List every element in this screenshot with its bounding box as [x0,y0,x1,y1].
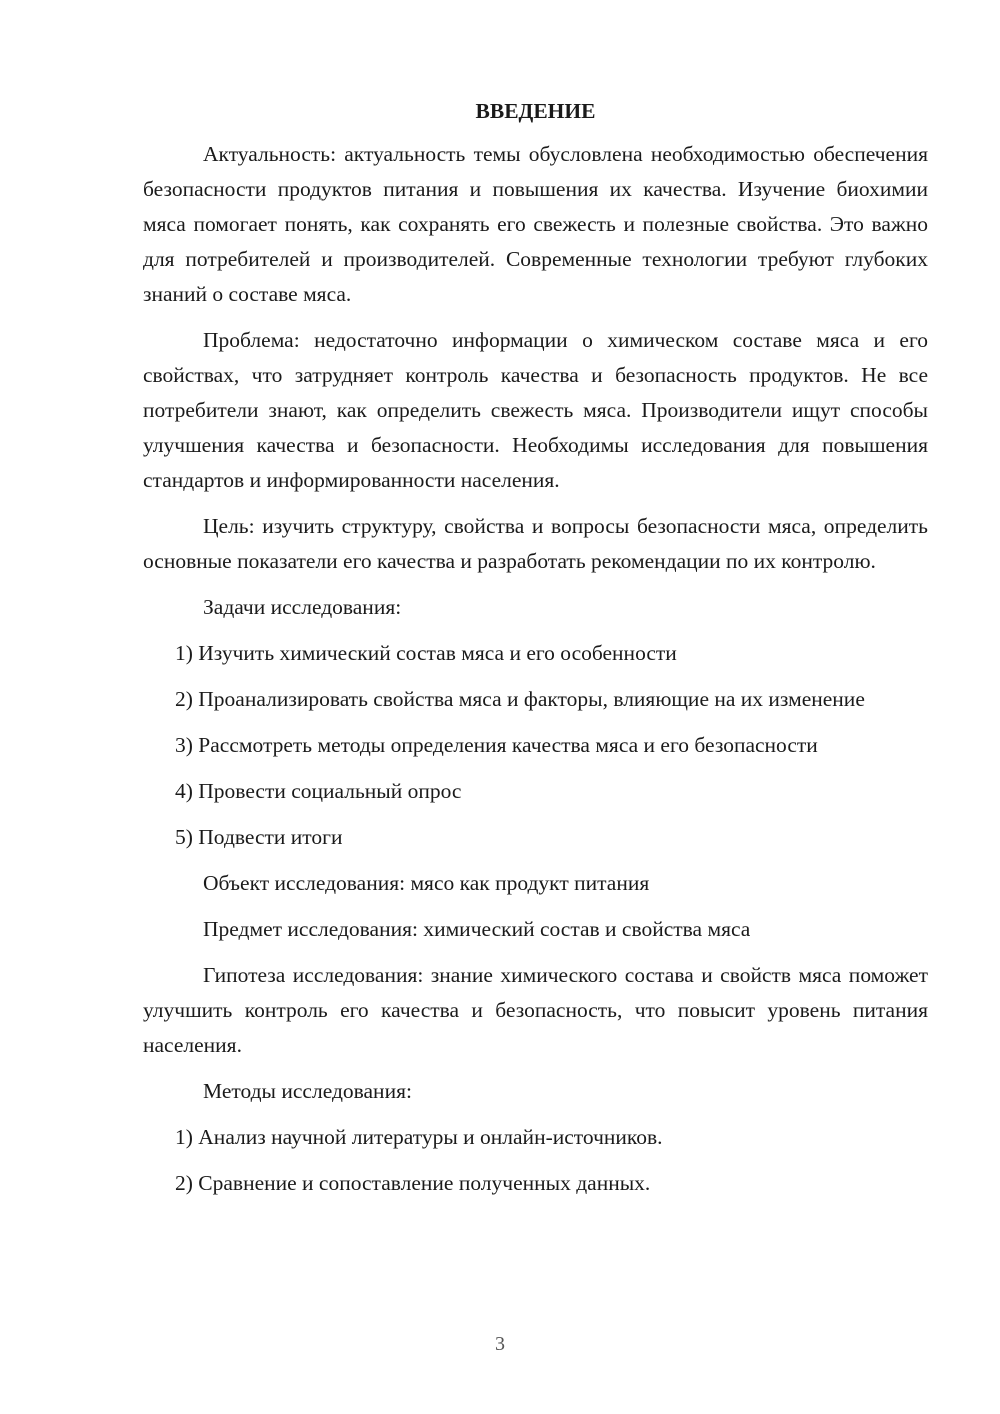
tasks-heading: Задачи исследования: [203,595,402,619]
task-item: 2) Проанализировать свойства мяса и факторы, влияющие на их изменение [175,687,865,711]
research-subject: Предмет исследования: химический состав и свойства мяса [203,917,751,941]
research-object: Объект исследования: мясо как продукт питания [203,871,650,895]
task-item: 4) Провести социальный опрос [175,779,462,803]
task-item: 5) Подвести итоги [175,825,343,849]
task-item: 1) Изучить химический состав мяса и его особенности [175,641,677,665]
method-item: 2) Сравнение и сопоставление полученных данных. [175,1171,651,1195]
section-title: ВВЕДЕНИЕ [475,99,596,123]
task-item: 3) Рассмотреть методы определения качества мяса и его безопасности [175,733,818,757]
goal-paragraph: Цель: изучить структуру, свойства и вопросы безопасности мяса, определить основные показатели его качества и разработать рекомендации по их контролю. [143,514,928,573]
problem-paragraph: Проблема: недостаточно информации о химическом составе мяса и его свойствах, что затрудняет контроль качества и безопасность продуктов. Не все потребители знают, как определить свежесть мяса. Производители ищут способы улучшения качества и безопасности. Необходимы исследования для повышения стандартов и информированности населения. [143,328,928,492]
hypothesis-paragraph: Гипотеза исследования: знание химического состава и свойств мяса поможет улучшить контроль его качества и безопасность, что повысит уровень питания населения. [143,963,928,1057]
methods-heading: Методы исследования: [203,1079,412,1103]
relevance-paragraph: Актуальность: актуальность темы обусловлена необходимостью обеспечения безопасности продуктов питания и повышения их качества. Изучение биохимии мяса помогает понять, как сохранять его свежесть и полезные свойства. Это важно для потребителей и производителей. Современные технологии требуют глубоких знаний о составе мяса. [143,142,928,306]
document-page [143,96,928,1212]
page-number: 3 [495,1333,505,1355]
method-item: 1) Анализ научной литературы и онлайн-источников. [175,1125,663,1149]
